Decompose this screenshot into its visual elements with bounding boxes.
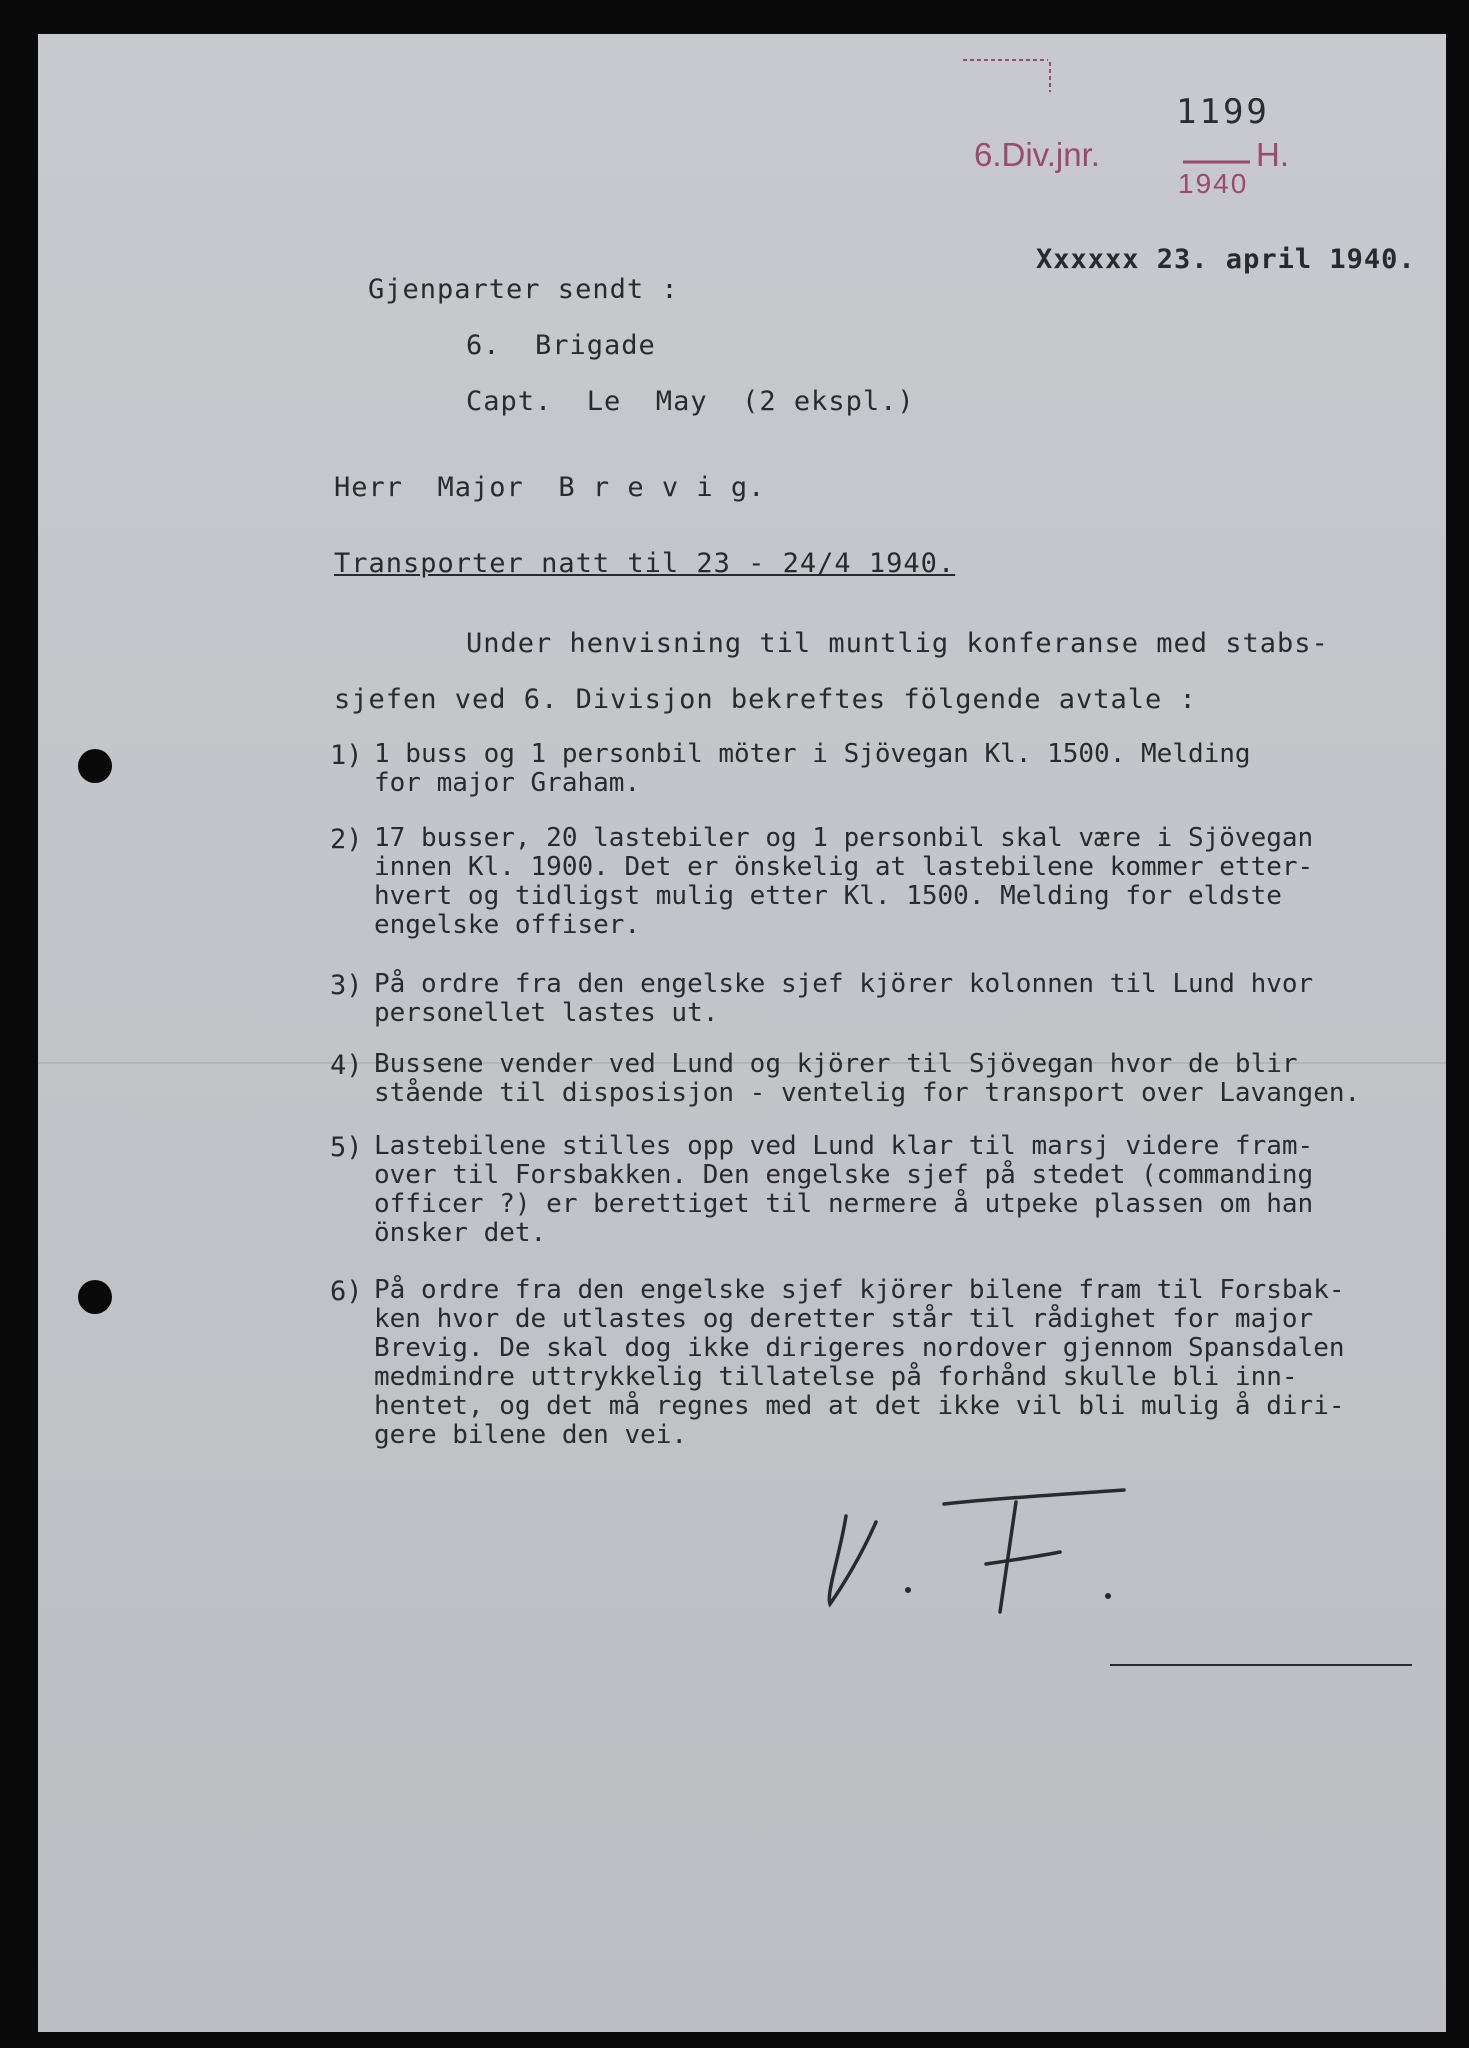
item-line: innen Kl. 1900. Det er önskelig at lastebilene kommer etter- (374, 852, 1314, 882)
item-number: 5) (330, 1132, 363, 1163)
item-line: hvert og tidligst mulig etter Kl. 1500. Melding for eldste (374, 881, 1282, 911)
item-line: for major Graham. (374, 768, 641, 798)
item-line: Bussene vender ved Lund og kjörer til Sjövegan hvor de blir (374, 1049, 1298, 1079)
intro-line: sjefen ved 6. Divisjon bekreftes fölgende avtale : (334, 684, 1197, 715)
item-line: officer ?) er berettiget til nermere å utpeke plassen om han (374, 1189, 1314, 1219)
stamp-prefix: 6.Div.jnr. (974, 136, 1100, 173)
copy-recipient: 6. Brigade (466, 330, 656, 361)
item-line: over til Forsbakken. Den engelske sjef på stedet (commanding (374, 1160, 1314, 1190)
item-line: På ordre fra den engelske sjef kjörer bilene fram til Forsbak- (374, 1275, 1345, 1305)
item-number: 4) (330, 1050, 363, 1081)
item-line: 17 busser, 20 lastebiler og 1 personbil skal være i Sjövegan (374, 823, 1314, 853)
copy-recipient: Capt. Le May (2 ekspl.) (466, 386, 915, 417)
subject-line: Transporter natt til 23 - 24/4 1940. (334, 548, 956, 579)
stamp-suffix: H. (1256, 136, 1289, 173)
binder-hole (78, 749, 112, 783)
item-line: personellet lastes ut. (374, 998, 719, 1028)
copies-heading: Gjenparter sendt : (368, 274, 679, 305)
stamp-number: 1199 (1176, 92, 1270, 132)
intro-line: Under henvisning til muntlig konferanse med stabs- (466, 628, 1329, 659)
addressee: Herr Major B r e v i g. (334, 472, 766, 503)
item-number: 6) (330, 1276, 363, 1307)
item-line: Brevig. De skal dog ikke dirigeres nordover gjennom Spansdalen (374, 1333, 1345, 1363)
item-line: Lastebilene stilles opp ved Lund klar til marsj videre fram- (374, 1131, 1314, 1161)
item-line: 1 buss og 1 personbil möter i Sjövegan Kl. 1500. Melding (374, 739, 1251, 769)
item-line: engelske offiser. (374, 910, 641, 940)
item-line: stående til disposisjon - ventelig for transport over Lavangen. (374, 1078, 1361, 1108)
item-line: hentet, og det må regnes med at det ikke vil bli mulig å diri- (374, 1391, 1345, 1421)
signature-line (1110, 1664, 1412, 1666)
date-line: Xxxxxx 23. april 1940. (1036, 244, 1416, 275)
item-line: ken hvor de utlastes og deretter står til rådighet for major (374, 1304, 1314, 1334)
stamp-year: 1940 (1178, 168, 1249, 199)
stamp-frame (38, 34, 1446, 234)
item-line: medmindre uttrykkelig tillatelse på forhånd skulle bli inn- (374, 1362, 1298, 1392)
signature-initials (778, 1444, 1178, 1624)
item-number: 1) (330, 740, 363, 771)
document-page (38, 34, 1446, 2032)
item-line: På ordre fra den engelske sjef kjörer kolonnen til Lund hvor (374, 969, 1314, 999)
item-number: 3) (330, 970, 363, 1001)
item-line: gere bilene den vei. (374, 1420, 688, 1450)
item-number: 2) (330, 824, 363, 855)
binder-hole (78, 1280, 112, 1314)
item-line: önsker det. (374, 1218, 547, 1248)
